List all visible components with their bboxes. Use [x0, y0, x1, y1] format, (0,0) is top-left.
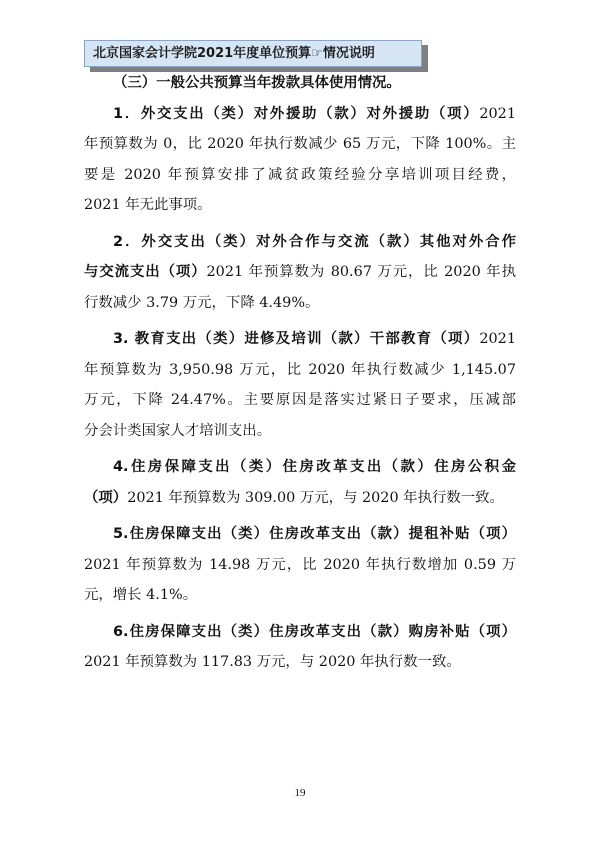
item-2-line-3: 行数减少 3.79 万元，下降 4.49%。 — [84, 294, 320, 311]
item-3-line-4: 分会计类国家人才培训支出。 — [84, 422, 272, 439]
item-4-title: 4.住房保障支出（类）住房改革支出（款）住房公积金 — [113, 459, 516, 475]
item-2-line2-tail: 2021 年预算数为 80.67 万元，比 2020 年执 — [206, 264, 516, 280]
item-4-line-2 — [84, 483, 516, 514]
item-4-line2-tail: 2021 年预算数为 309.00 万元，与 2020 年执行数一致。 — [127, 489, 504, 506]
page-number: 19 — [294, 787, 306, 799]
item-1-line-2: 年预算数为 0，比 2020 年执行数减少 65 万元，下降 100%。主 — [84, 136, 516, 152]
section-heading: （三）一般公共预算当年拨款具体使用情况。 — [113, 75, 401, 91]
item-6-title: 6.住房保障支出（类）住房改革支出（款）购房补贴（项） — [113, 623, 516, 640]
item-1-title: 1．外交支出（类）对外援助（款）对外援助（项） — [113, 105, 480, 122]
item-5-title: 5.住房保障支出（类）住房改革支出（款）提租补贴（项） — [113, 526, 516, 542]
item-6-line-2: 2021 年预算数为 117.83 万元，与 2020 年执行数一致。 — [84, 654, 461, 670]
item-3-line1-tail: 2021 — [479, 331, 516, 347]
item-5-line-3: 元，增长 4.1%。 — [84, 587, 198, 603]
header-title: 北京国家会计学院2021年度单位预算☞情况说明 — [84, 40, 422, 67]
item-3-title: 3. 教育支出（类）进修及培训（款）干部教育（项） — [113, 331, 480, 347]
item-1-line-3: 要是 2020 年预算安排了减贫政策经验分享培训项目经费， — [84, 166, 516, 183]
item-3-line-3: 万元，下降 24.47%。主要原因是落实过紧日子要求，压减部 — [84, 392, 516, 408]
item-2-title-cont: 与交流支出（项） — [84, 264, 207, 280]
item-4-title-cont: （项） — [84, 489, 128, 506]
document-body — [84, 68, 516, 678]
item-2-title: 2．外交支出（类）对外合作与交流（款）其他对外合作 — [113, 233, 516, 250]
item-5-line-2: 2021 年预算数为 14.98 万元，比 2020 年执行数增加 0.59 万 — [84, 556, 516, 573]
item-3-line-2: 年预算数为 3,950.98 万元，比 2020 年执行数减少 1,145.07 — [84, 361, 516, 378]
item-1-line-4: 2021 年无此事项。 — [84, 197, 212, 213]
item-3-line-1 — [84, 324, 516, 355]
item-1-line-1 — [84, 99, 516, 130]
item-2-line-2 — [84, 257, 516, 288]
item-1-line1-tail: 2021 — [479, 105, 516, 122]
